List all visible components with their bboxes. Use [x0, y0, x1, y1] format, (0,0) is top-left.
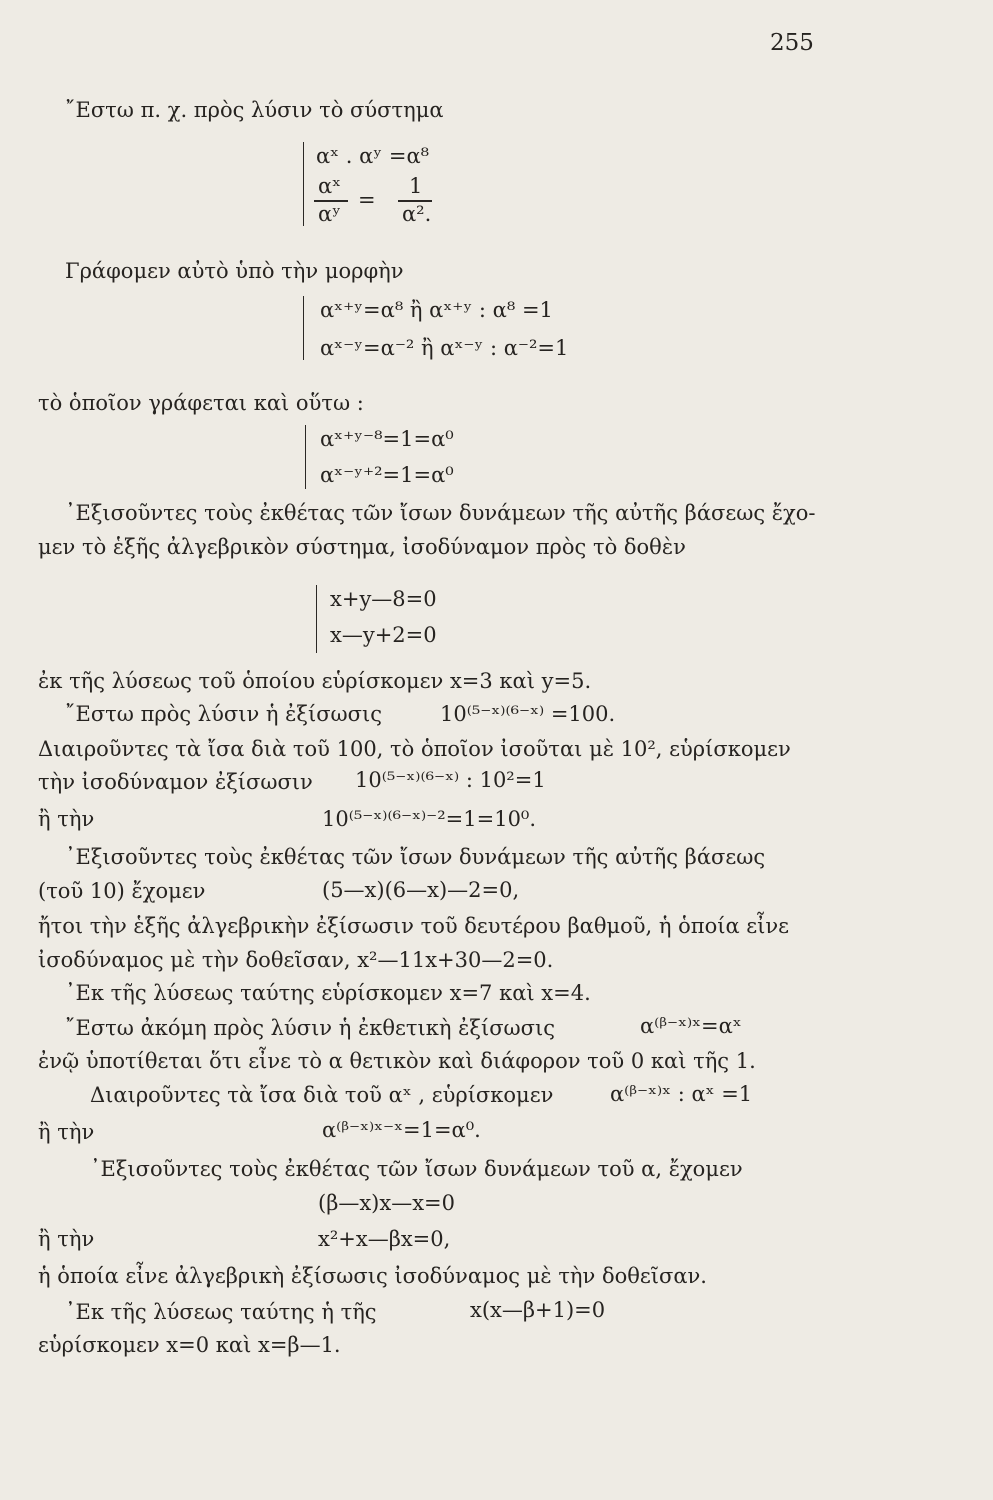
system-brace — [303, 142, 304, 226]
text-line: ῎Εστω ἀκόμη πρὸς λύσιν ἡ ἐκθετικὴ ἐξίσωσις — [65, 1016, 556, 1040]
system-brace — [305, 425, 306, 489]
fraction-numerator: αˣ — [318, 174, 342, 198]
text-line: ῎Εστω πρὸς λύσιν ἡ ἐξίσωσις — [65, 702, 383, 726]
text-line: εὑρίσκομεν x=0 καὶ x=β—1. — [38, 1333, 341, 1357]
fraction-numerator: 1 — [409, 174, 423, 198]
system-brace — [303, 296, 304, 360]
text-line: Διαιροῦντες τὰ ἴσα διὰ τοῦ αˣ , εὑρίσκομεν — [90, 1083, 554, 1107]
equation: x²+x—βx=0, — [318, 1227, 451, 1251]
equation: αˣ⁺ʸ=α⁸ ἢ αˣ⁺ʸ : α⁸ =1 — [320, 298, 553, 322]
equation: αˣ . αʸ =α⁸ — [316, 144, 430, 168]
equation: 10⁽⁵⁻ˣ⁾⁽⁶⁻ˣ⁾ =100. — [440, 702, 616, 726]
text-line: τὴν ἰσοδύναμον ἐξίσωσιν — [38, 770, 313, 794]
text-line: μεν τὸ ἑξῆς ἀλγεβρικὸν σύστημα, ἰσοδύναμον πρὸς τὸ δοθὲν — [38, 535, 686, 559]
fraction-denominator: α². — [402, 202, 432, 226]
fraction-denominator: αʸ — [318, 202, 342, 226]
system-brace — [316, 585, 317, 653]
text-line: Γράφομεν αὐτὸ ὑπὸ τὴν μορφὴν — [65, 259, 404, 283]
equation: x+y—8=0 — [330, 587, 437, 611]
equation: αˣ⁻ʸ=α⁻² ἢ αˣ⁻ʸ : α⁻²=1 — [320, 336, 569, 360]
equation: 10⁽⁵⁻ˣ⁾⁽⁶⁻ˣ⁾⁻²=1=10⁰. — [322, 807, 537, 831]
text-line: ῎Εστω π. χ. πρὸς λύσιν τὸ σύστημα — [65, 98, 444, 122]
text-line: τὸ ὁποῖον γράφεται καὶ οὕτω : — [38, 391, 364, 415]
equation: α⁽ᵝ⁻ˣ⁾ˣ=αˣ — [640, 1014, 742, 1038]
text-line: ᾿Εκ τῆς λύσεως ταύτης εὑρίσκομεν x=7 καὶ x=4. — [65, 981, 591, 1005]
equation: αˣ⁻ʸ⁺²=1=α⁰ — [320, 463, 454, 487]
text-line: Διαιροῦντες τὰ ἴσα διὰ τοῦ 100, τὸ ὁποῖον ἰσοῦται μὲ 10², εὑρίσκομεν — [38, 737, 791, 761]
text-line: ᾿Εξισοῦντες τοὺς ἐκθέτας τῶν ἴσων δυνάμεων τῆς αὐτῆς βάσεως — [65, 845, 766, 869]
text-line: ἐκ τῆς λύσεως τοῦ ὁποίου εὑρίσκομεν x=3 καὶ y=5. — [38, 669, 592, 693]
text-line: ᾿Εξισοῦντες τοὺς ἐκθέτας τῶν ἴσων δυνάμεων τῆς αὐτῆς βάσεως ἔχο- — [65, 501, 816, 525]
equation: α⁽ᵝ⁻ˣ⁾ˣ : αˣ =1 — [610, 1082, 753, 1106]
equals-sign: = — [358, 188, 376, 212]
text-line: (τοῦ 10) ἔχομεν — [38, 879, 206, 903]
text-line: ἢ τὴν — [38, 807, 95, 831]
equation: (β—x)x—x=0 — [318, 1191, 456, 1215]
equation: α⁽ᵝ⁻ˣ⁾ˣ⁻ˣ=1=α⁰. — [322, 1118, 481, 1142]
equation: αˣ⁺ʸ⁻⁸=1=α⁰ — [320, 427, 454, 451]
text-line: ἰσοδύναμος μὲ τὴν δοθεῖσαν, x²—11x+30—2=0. — [38, 948, 554, 972]
text-line: ἢ τὴν — [38, 1227, 95, 1251]
equation: (5—x)(6—x)—2=0, — [322, 878, 520, 902]
page-number: 255 — [770, 30, 814, 56]
equation: x—y+2=0 — [330, 623, 437, 647]
text-line: ᾿Εκ τῆς λύσεως ταύτης ἡ τῆς — [65, 1300, 377, 1324]
text-line: ἐνῷ ὑποτίθεται ὅτι εἶνε τὸ α θετικὸν καὶ διάφορον τοῦ 0 καὶ τῆς 1. — [38, 1049, 756, 1073]
text-line: ᾿Εξισοῦντες τοὺς ἐκθέτας τῶν ἴσων δυνάμεων τοῦ α, ἔχομεν — [90, 1157, 743, 1181]
text-line: ἤτοι τὴν ἑξῆς ἀλγεβρικὴν ἐξίσωσιν τοῦ δευτέρου βαθμοῦ, ἡ ὁποία εἶνε — [38, 914, 790, 938]
equation: 10⁽⁵⁻ˣ⁾⁽⁶⁻ˣ⁾ : 10²=1 — [355, 768, 546, 792]
text-line: ἡ ὁποία εἶνε ἀλγεβρικὴ ἐξίσωσις ἰσοδύναμος μὲ τὴν δοθεῖσαν. — [38, 1264, 707, 1288]
text-line: ἢ τὴν — [38, 1120, 95, 1144]
equation: x(x—β+1)=0 — [470, 1298, 606, 1322]
